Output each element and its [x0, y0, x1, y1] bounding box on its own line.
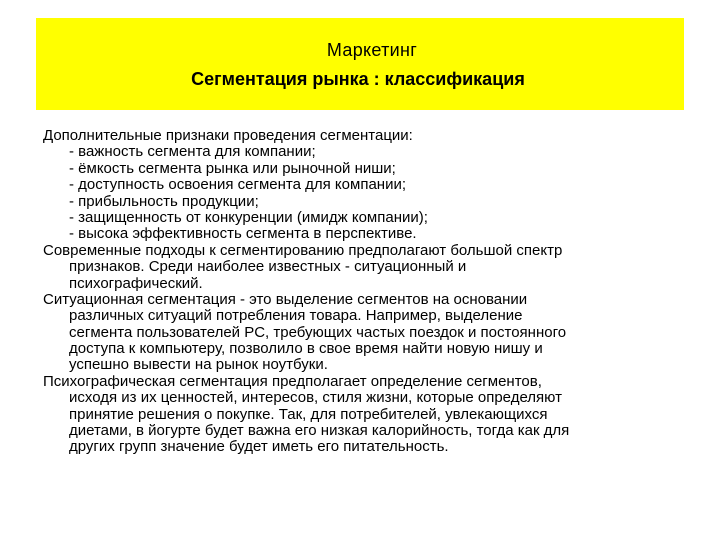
text-line: Дополнительные признаки проведения сегментации: — [43, 127, 413, 144]
text-line: - защищенность от конкуренции (имидж компании); — [69, 208, 428, 226]
text-line: Современные подходы к сегментированию предполагают большой спектр — [43, 241, 563, 259]
slide-subtitle: Сегментация рынка : классификация — [191, 69, 525, 89]
body-text — [43, 128, 703, 456]
text-line: психографический. — [69, 274, 203, 292]
slide-title: Маркетинг — [326, 40, 418, 60]
text-line: успешно вывести на рынок ноутбуки. — [69, 356, 328, 374]
text-line: Ситуационная сегментация - это выделение сегментов на основании — [43, 290, 528, 308]
text-line: сегмента пользователей PC, требующих частых поездок и постоянного — [69, 323, 567, 341]
text-line: Психографическая сегментация предполагает определение сегментов, — [43, 372, 542, 390]
text-line: принятие решения о покупке. Так, для потребителей, увлекающихся — [69, 405, 548, 423]
text-line: других групп значение будет иметь его питательность. — [69, 438, 449, 456]
text-line: - доступность освоения сегмента для компании; — [69, 176, 406, 194]
text-line: исходя из их ценностей, интересов, стиля жизни, которые определяют — [69, 389, 562, 407]
text-line: - ёмкость сегмента рынка или рыночной ниши; — [69, 159, 396, 177]
text-line: признаков. Среди наиболее известных - ситуационный и — [69, 258, 467, 276]
title-banner — [36, 18, 684, 110]
text-line: доступа к компьютеру, позволило в свое время найти новую нишу и — [69, 340, 543, 358]
text-line: различных ситуаций потребления товара. Например, выделение — [69, 307, 523, 325]
text-line: диетами, в йогурте будет важна его низкая калорийность, тогда как для — [69, 422, 570, 440]
text-line: - высока эффективность сегмента в перспективе. — [69, 225, 417, 243]
text-line: - важность сегмента для компании; — [69, 143, 316, 161]
text-line: - прибыльность продукции; — [69, 192, 259, 210]
